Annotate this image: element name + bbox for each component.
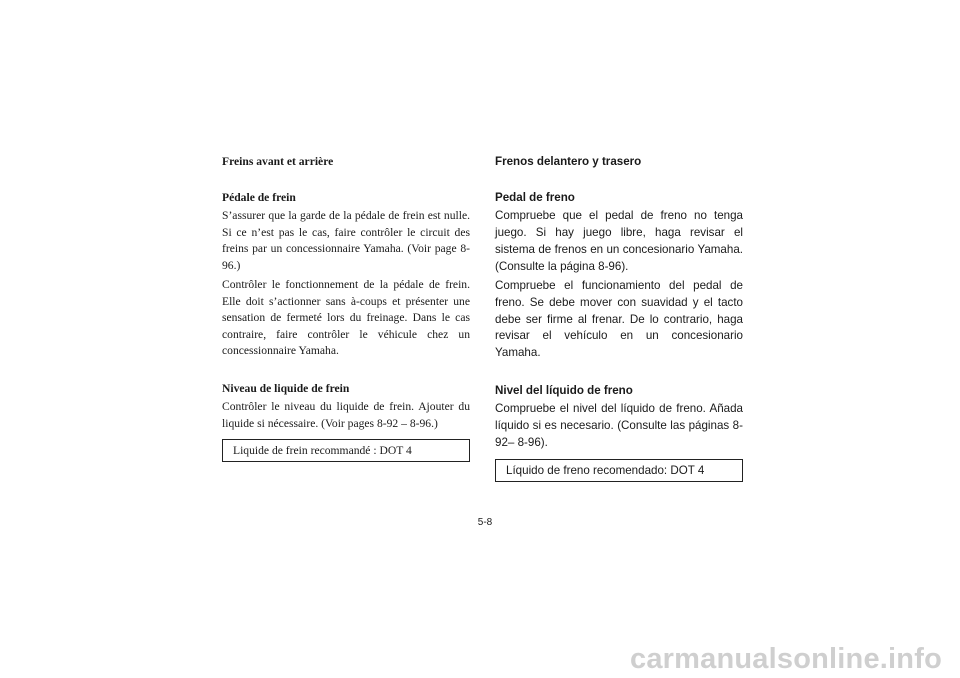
pedal-paragraph-1: Compruebe que el pedal de freno no tenga juego. Si hay juego libre, haga revisar el sistema de frenos en un concesionario Yamaha. (Consulte la página 8-96). (495, 209, 743, 273)
pedal-paragraph-2: Contrôler le fonctionnement de la pédale de frein. Elle doit s’actionner sans à-coups et présenter une sensation de fermeté lors du freinage. Dans le cas contraire, faire contrôler le véhicule chez un concessionnaire Yamaha. (222, 278, 470, 357)
pedal-paragraph-2: Compruebe el funcionamiento del pedal de freno. Se debe mover con suavidad y el tacto debe ser firme al frenar. De lo contrario, haga revisar el vehículo en un concesionario Yamaha. (495, 279, 743, 360)
pedal-heading: Pédale de frein (222, 190, 296, 204)
fluid-heading: Niveau de liquide de frein (222, 381, 350, 395)
fluid-heading: Nivel del líquido de freno (495, 383, 633, 397)
recommended-fluid-box: Líquido de freno recomendado: DOT 4 (495, 459, 743, 482)
recommended-fluid-box: Liquide de frein recommandé : DOT 4 (222, 439, 470, 462)
page-number: 5-8 (477, 517, 493, 528)
spanish-column (495, 154, 743, 482)
fluid-paragraph: Contrôler le niveau du liquide de frein. Ajouter du liquide si nécessaire. (Voir pages 8-92 – 8-96.) (222, 400, 470, 430)
pedal-paragraph-1: S’assurer que la garde de la pédale de frein est nulle. Si ce n’est pas le cas, faire contrôler le circuit des freins par un concessionnaire Yamaha. (Voir page 8-96.) (222, 209, 470, 272)
fluid-paragraph: Compruebe el nivel del líquido de freno. Añada líquido si es necesario. (Consulte las páginas 8-92– 8-96). (495, 402, 743, 449)
section-title: Freins avant et arrière (222, 155, 334, 168)
french-column (222, 154, 470, 462)
pedal-heading: Pedal de freno (495, 190, 575, 204)
watermark: carmanualsonline.info (630, 643, 942, 675)
section-title: Frenos delantero y trasero (495, 155, 642, 168)
